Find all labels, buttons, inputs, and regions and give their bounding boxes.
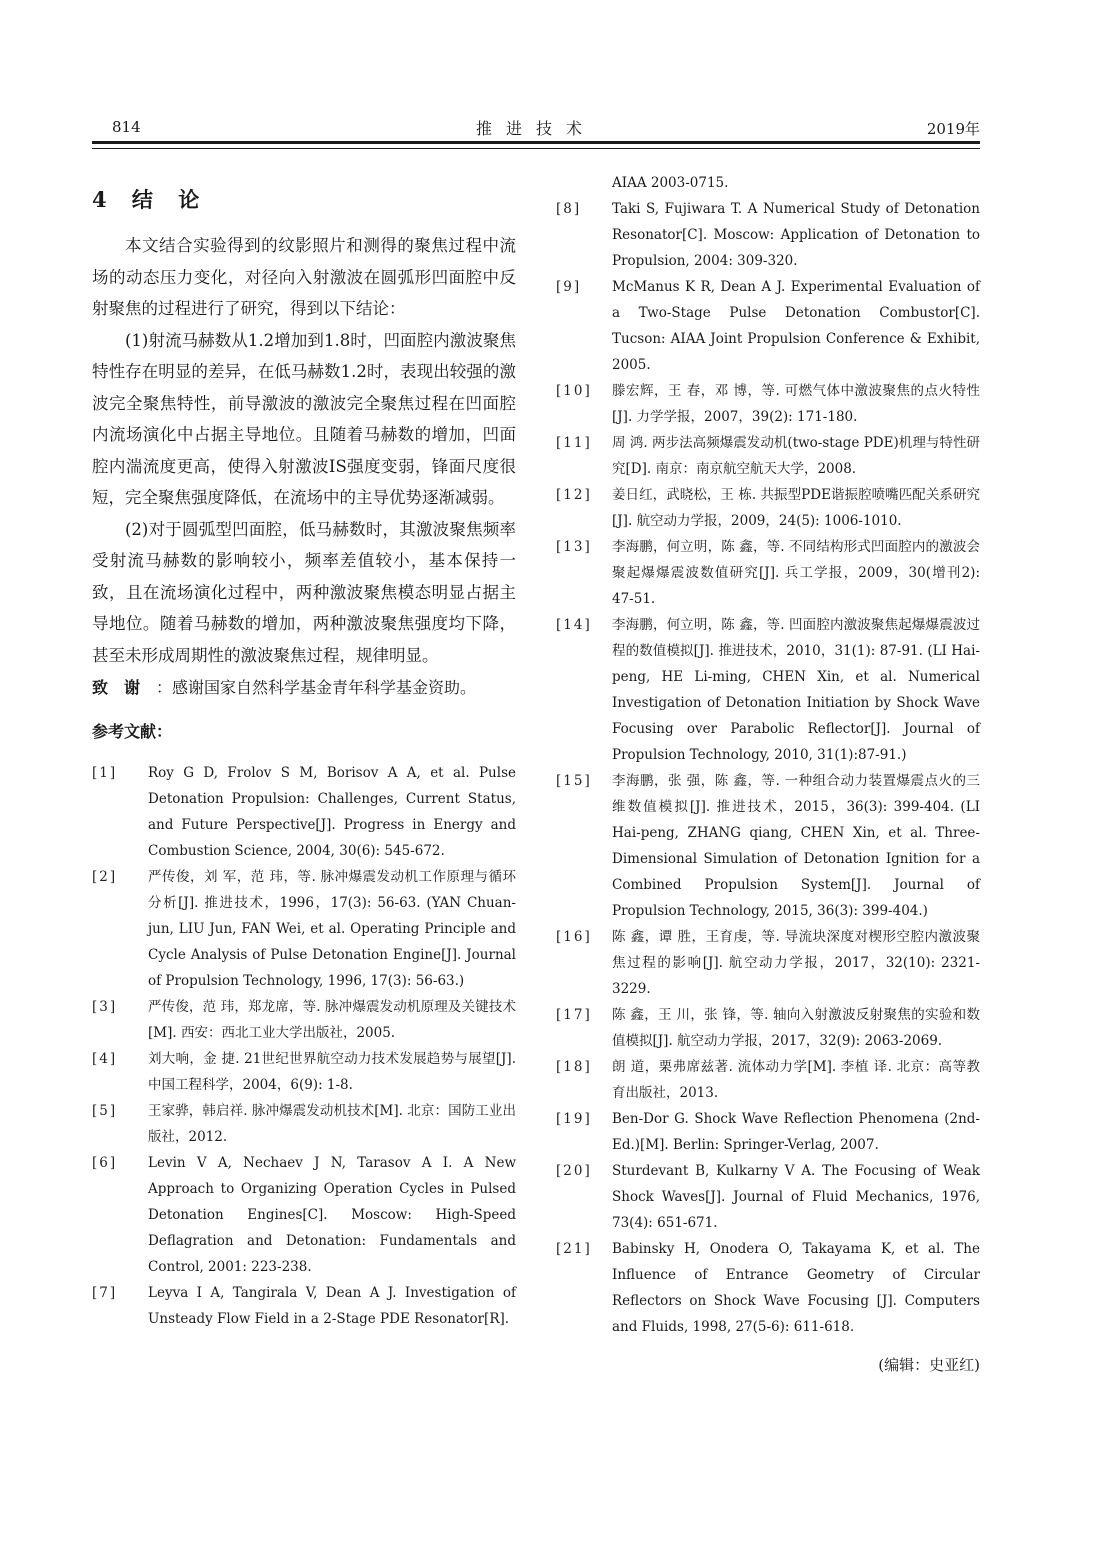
reference-item [556,482,980,534]
reference-text: Babinsky H, Onodera O, Takayama K, et al. The Influence of Entrance Geometry of Circular Reflectors on Shock Wave Focusing [J]. Computers and Fluids, 1998, 27(5-6): 611-618. [612,1241,980,1335]
reference-number: [9] [556,279,582,295]
reference-text: 陈 鑫，谭 胜，王育虔，等. 导流块深度对楔形空腔内激波聚焦过程的影响[J]. 航空动力学报，2017，32(10): 2321-3229. [612,929,980,997]
reference-text: 李海鹏，张 强，陈 鑫，等. 一种组合动力装置爆震点火的三维数值模拟[J]. 推进技术，2015，36(3): 399-404. (LI Hai-peng, ZHANG qiang, CHEN Xin, et al. Three-Dimensional Simulation of Detonation Ignition for a Combined Propulsion System[J]. Journal of Propulsion Technology, 2015, 36(3): 399-404.) [612,773,980,919]
reference-number: [13] [556,539,592,555]
publication-year: 2019年 [926,120,980,138]
reference-item [556,274,980,378]
reference-number: [8] [556,201,582,217]
editor-credit: (编辑：史亚红) [878,1356,980,1374]
reference-number: [12] [556,487,592,503]
reference-text: 陈 鑫，王 川，张 锋，等. 轴向入射激波反射聚焦的实验和数值模拟[J]. 航空动力学报，2017，32(9): 2063-2069. [612,1007,980,1049]
left-column [92,178,516,1332]
reference-item [556,430,980,482]
conclusion-point-2: (2)对于圆弧型凹面腔，低马赫数时，其激波聚焦频率受射流马赫数的影响较小，频率差值较小，基本保持一致，且在流场演化过程中，两种激波聚焦模态明显占据主导地位。随着马赫数的增加，两种激波聚焦强度均下降，甚至未形成周期性的激波聚焦过程，规律明显。 [92,519,516,665]
reference-text: 李海鹏，何立明，陈 鑫，等. 凹面腔内激波聚焦起爆爆震波过程的数值模拟[J]. 推进技术，2010，31(1): 87-91. (LI Hai-peng, HE Li-ming, CHEN Xin, et al. Numerical Investigation of Detonation Initiation by Shock Wave Focusing over Parabolic Reflector[J]. Journal of Propulsion Technology, 2010, 31(1):87-91.) [612,617,980,763]
reference-text: 刘大响，金 捷. 21世纪世界航空动力技术发展趋势与展望[J]. 中国工程科学，2004，6(9): 1-8. [148,1051,516,1093]
reference-item [556,924,980,1002]
conclusion-point-1: (1)射流马赫数从1.2增加到1.8时，凹面腔内激波聚焦特性存在明显的差异，在低马赫数1.2时，表现出较强的激波完全聚焦特性，前导激波的激波完全聚焦过程在凹面腔内流场演化中占据主导地位。且随着马赫数的增加，凹面腔内湍流度更高，使得入射激波IS强度变弱，锋面尺度很短，完全聚焦强度降低，在流场中的主导优势逐渐减弱。 [92,330,516,507]
ack-text: ：感谢国家自然科学基金青年科学基金资助。 [156,678,477,697]
reference-number: [19] [556,1111,592,1127]
reference-item [92,994,516,1046]
header-rule-thick [92,141,980,144]
reference-number: [21] [556,1241,592,1257]
reference-item [556,534,980,612]
journal-name: 推进技术 [475,119,596,138]
reference-item [556,196,980,274]
running-header [92,116,980,140]
acknowledgement [92,673,516,703]
reference-number: [4] [92,1051,118,1067]
left-reference-list [92,760,516,1332]
reference-text: Leyva I A, Tangirala V, Dean A J. Investigation of Unsteady Flow Field in a 2-Stage PDE Resonator[R]. [148,1285,516,1327]
reference-item [92,1280,516,1332]
reference-number: [6] [92,1155,118,1171]
reference-text: 严传俊，刘 军，范 玮，等. 脉冲爆震发动机工作原理与循环分析[J]. 推进技术，1996，17(3): 56-63. (YAN Chuan-jun, LIU Jun, FAN Wei, et al. Operating Principle and Cycle Analysis of Pulse Detonation Engine[J]. Journal of Propulsion Technology, 1996, 17(3): 56-63.) [148,869,516,989]
section-title: 4 结 论 [92,187,202,212]
reference-item [556,612,980,768]
reference-item [556,1106,980,1158]
reference-item [92,864,516,994]
ack-label: 致谢 [92,678,157,697]
reference-number: [11] [556,435,592,451]
reference-number: [18] [556,1059,592,1075]
reference-7-continuation: AIAA 2003-0715. [612,175,729,191]
reference-number: [10] [556,383,592,399]
reference-item [556,378,980,430]
reference-item [92,1098,516,1150]
reference-text: 姜日红，武晓松，王 栋. 共振型PDE谐振腔喷嘴匹配关系研究[J]. 航空动力学报，2009，24(5): 1006-1010. [612,487,980,529]
reference-item [92,760,516,864]
reference-text: 严传俊，范 玮，郑龙席，等. 脉冲爆震发动机原理及关键技术[M]. 西安：西北工业大学出版社，2005. [148,999,516,1041]
reference-number: [14] [556,617,592,633]
references-title: 参考文献： [92,722,173,741]
reference-item [556,1054,980,1106]
reference-item [92,1046,516,1098]
reference-text: 周 鸿. 两步法高频爆震发动机(two-stage PDE)机理与特性研究[D]. 南京：南京航空航天大学，2008. [612,435,980,477]
reference-text: Roy G D, Frolov S M, Borisov A A, et al. Pulse Detonation Propulsion: Challenges, Current Status, and Future Perspective[J]. Progress in Energy and Combustion Science, 2004, 30(6): 545-672. [148,765,516,859]
reference-number: [16] [556,929,592,945]
reference-number: [20] [556,1163,592,1179]
reference-number: [2] [92,869,118,885]
right-reference-list [556,196,980,1340]
reference-item [556,1158,980,1236]
reference-text: 滕宏辉，王 春，邓 博，等. 可燃气体中激波聚焦的点火特性[J]. 力学学报，2007，39(2): 171-180. [612,383,980,425]
reference-text: McManus K R, Dean A J. Experimental Evaluation of a Two-Stage Pulse Detonation Combustor[C]. Tucson: AIAA Joint Propulsion Conference & Exhibit, 2005. [612,279,980,373]
page-number: 814 [112,118,141,136]
reference-number: [7] [92,1285,118,1301]
reference-item [556,768,980,924]
reference-item [556,1002,980,1054]
reference-text: 李海鹏，何立明，陈 鑫，等. 不同结构形式凹面腔内的激波会聚起爆爆震波数值研究[J]. 兵工学报，2009，30(增刊2): 47-51. [612,539,980,607]
reference-text: 朗 道，栗弗席兹著. 流体动力学[M]. 李植 译. 北京：高等教育出版社，2013. [612,1059,980,1101]
reference-text: Levin V A, Nechaev J N, Tarasov A I. A New Approach to Organizing Operation Cycles in Pulsed Detonation Engines[C]. Moscow: High-Speed Deflagration and Detonation: Fundamentals and Control, 2001: 223-238. [148,1155,516,1275]
reference-text: 王家骅，韩启祥. 脉冲爆震发动机技术[M]. 北京：国防工业出版社，2012. [148,1103,516,1145]
header-rule-thin [92,148,980,149]
reference-number: [1] [92,765,118,781]
reference-number: [5] [92,1103,118,1119]
reference-number: [15] [556,773,592,789]
reference-text: Sturdevant B, Kulkarny V A. The Focusing of Weak Shock Waves[J]. Journal of Fluid Mechanics, 1976, 73(4): 651-671. [612,1163,980,1231]
reference-number: [3] [92,999,118,1015]
reference-item [92,1150,516,1280]
reference-text: Taki S, Fujiwara T. A Numerical Study of Detonation Resonator[C]. Moscow: Application of Detonation to Propulsion, 2004: 309-320. [612,201,980,269]
reference-text: Ben-Dor G. Shock Wave Reflection Phenomena (2nd-Ed.)[M]. Berlin: Springer-Verlag, 2007. [612,1111,980,1153]
reference-item [556,1236,980,1340]
reference-number: [17] [556,1007,592,1023]
right-column [556,170,980,1375]
conclusion-intro: 本文结合实验得到的纹影照片和测得的聚焦过程中流场的动态压力变化，对径向入射激波在圆弧形凹面腔中反射聚焦的过程进行了研究，得到以下结论： [92,236,516,318]
